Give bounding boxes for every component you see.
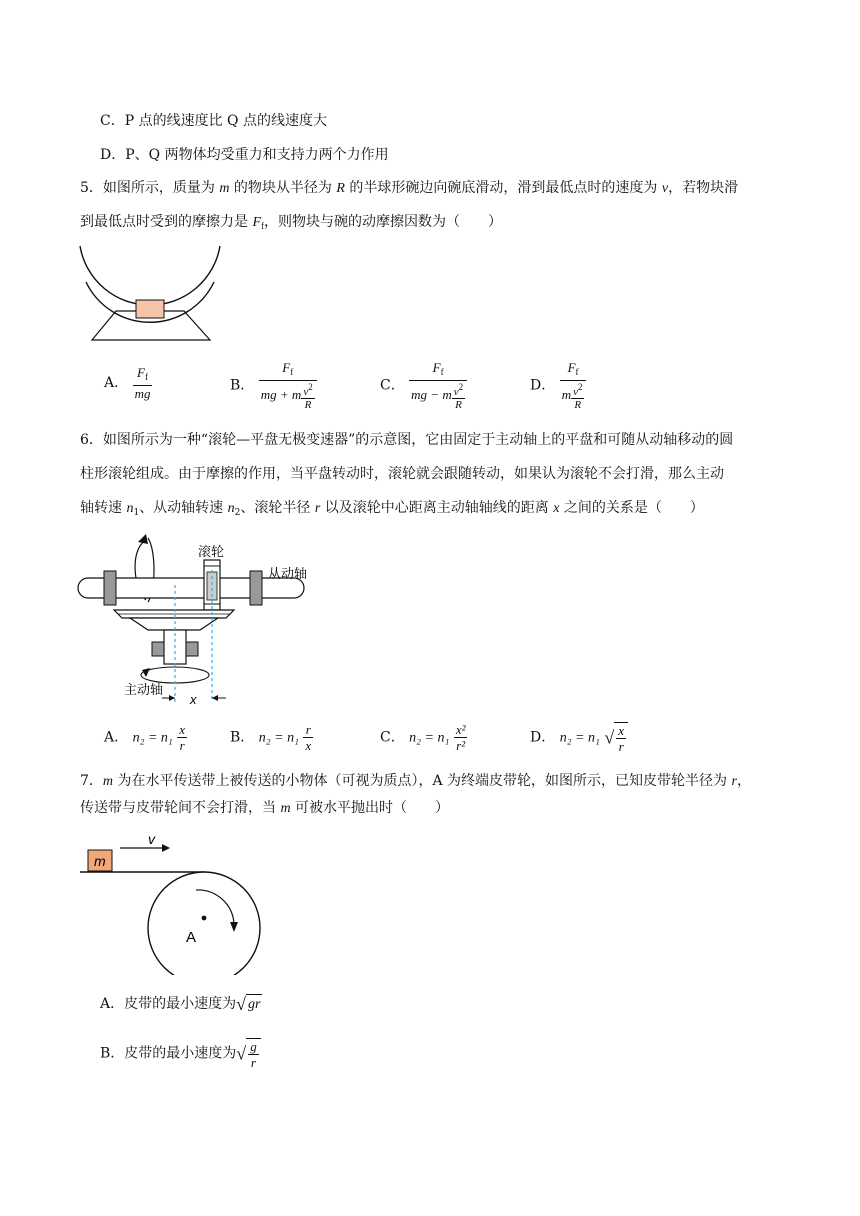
q6-label-x: x [190, 692, 197, 707]
q7-pulley-center [202, 916, 207, 921]
q7-label-v: v [148, 831, 155, 847]
q6-option-a[interactable]: A． n₂ = n₁ $\frac{x}{r}$ [104, 722, 185, 753]
q6-stem-line2: 柱形滚轮组成。由于摩擦的作用，当平盘转动时，滚轮就会跟随转动，如果认为滚轮不会打滑，那么主动 [80, 466, 724, 482]
q6-label-drive: 主动轴 [124, 682, 164, 697]
q7-option-b[interactable]: B．皮带的最小速度为√ $\frac{g}{r}$ [100, 1038, 261, 1070]
q6-label-roller: 滚轮 [198, 544, 225, 559]
q7-stem-line1: 7．m 为在水平传送带上被传送的小物体（可视为质点），A 为终端皮带轮，如图所示，已知皮带轮半径为 r， [80, 773, 751, 789]
q6-stem-line3: 轴转速 $n_1$、从动轴转速 $n_2$、滚轮半径 r 以及滚轮中心距离主动轴轴线的距离 x 之间的关系是（ ） [80, 500, 704, 518]
q4-option-d: D．P、Q 两物体均受重力和支持力两个力作用 [100, 147, 389, 163]
q5-block [136, 300, 164, 318]
q5-option-d[interactable]: D． $F_f$ m $\frac{v^2}{R}$ [530, 360, 586, 411]
q5-stem-line1: 5．如图所示，质量为 m 的物块从半径为 R 的半球形碗边向碗底滑动，滑到最低点时的速度为 v，若物块滑 [80, 180, 739, 196]
q5-option-b[interactable]: B． $F_f$ mg + m $\frac{v^2}{R}$ [230, 360, 317, 411]
q5-option-c[interactable]: C． $F_f$ mg − m $\frac{v^2}{R}$ [380, 360, 467, 411]
q5-option-a[interactable]: A． $\frac{F_f}{mg}$ [104, 365, 151, 401]
q5-stem-line2: 到最低点时受到的摩擦力是 $F_f$，则物块与碗的动摩擦因数为（ ） [80, 214, 503, 231]
q7-stem-line2: 传送带与皮带轮间不会打滑，当 m 可被水平抛出时（ ） [80, 800, 450, 816]
q4-option-c: C．P 点的线速度比 Q 点的线速度大 [100, 113, 327, 129]
q7-label-m: m [94, 853, 106, 869]
q5-bowl-diagram [76, 244, 226, 344]
q7-option-a[interactable]: A．皮带的最小速度为√ gr [100, 994, 261, 1014]
q6-label-driven: 从动轴 [268, 566, 308, 581]
q7-label-A: A [186, 929, 197, 946]
q7-conveyor-diagram [78, 830, 288, 975]
q6-option-c[interactable]: C． n₂ = n₁ $\frac{\text{x²}}{\text{r²}}$ [380, 722, 466, 753]
q6-stem-line1: 6．如图所示为一种“滚轮—平盘无极变速器”的示意图，它由固定于主动轴上的平盘和可随从动轴移动的圆 [80, 432, 734, 448]
q6-option-b[interactable]: B． n₂ = n₁ $\frac{r}{x}$ [230, 722, 312, 753]
q6-option-d[interactable]: D． n₂ = n₁ √ $\frac{x}{r}$ [530, 722, 628, 754]
q6-transmission-diagram [74, 530, 334, 710]
